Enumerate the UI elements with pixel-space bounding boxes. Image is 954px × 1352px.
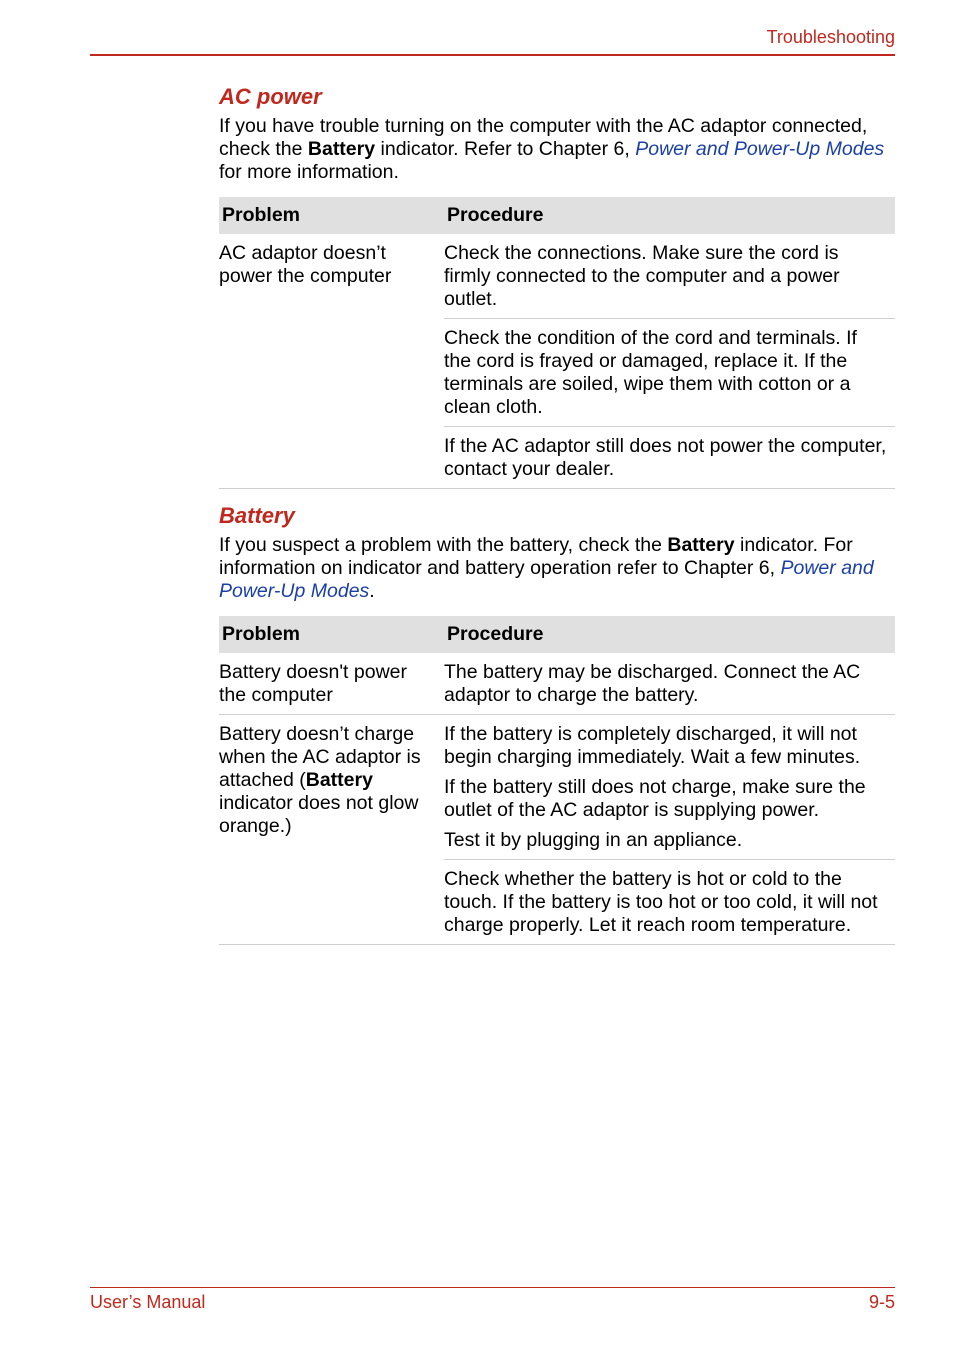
column-header-procedure: Procedure: [444, 616, 895, 653]
table-row: [219, 715, 895, 860]
procedure-cell: [444, 715, 895, 860]
footer-rule: [90, 1287, 895, 1288]
procedure-cell: Check the condition of the cord and terminals. If the cord is frayed or damaged, replace it. If the terminals are soiled, wipe them with cotton or a clean cloth.: [444, 319, 895, 427]
intro-bold-term: Battery: [307, 138, 376, 160]
intro-text: .: [369, 580, 375, 602]
table-row: [219, 653, 895, 715]
battery-table: [219, 616, 895, 945]
chapter-link[interactable]: Power and Power-Up Modes: [635, 138, 885, 160]
intro-text: indicator. For information on indicator and battery operation refer to Chapter 6,: [219, 534, 853, 579]
procedure-cell: The battery may be discharged. Connect the AC adaptor to charge the battery.: [444, 653, 895, 715]
procedure-cell: Check whether the battery is hot or cold to the touch. If the battery is too hot or too cold, it will not charge properly. Let it reach room temperature.: [444, 860, 895, 945]
table-header-row: [219, 197, 895, 234]
table-header-row: [219, 616, 895, 653]
column-header-problem: Problem: [219, 616, 444, 653]
intro-bold-term: Battery: [667, 534, 735, 556]
page-content: [219, 82, 895, 957]
intro-text: If you have trouble turning on the computer with the AC adaptor connected, check the: [219, 115, 868, 160]
header-rule: [90, 54, 895, 56]
intro-text: indicator. Refer to Chapter 6,: [375, 138, 636, 160]
chapter-link[interactable]: Power and Power-Up Modes: [219, 557, 874, 602]
ac-power-table: [219, 197, 895, 489]
table-row: [219, 234, 895, 319]
section-heading-ac-power: AC power: [219, 84, 322, 109]
problem-cell: Battery doesn't power the computer: [219, 653, 444, 715]
procedure-cell: Check the connections. Make sure the cord is firmly connected to the computer and a power outlet.: [444, 234, 895, 319]
procedure-cell: If the AC adaptor still does not power the computer, contact your dealer.: [444, 427, 895, 489]
section-heading-battery: Battery: [219, 503, 295, 528]
procedure-paragraph: If the battery still does not charge, make sure the outlet of the AC adaptor is supplying power.: [444, 776, 866, 821]
procedure-paragraph: If the battery is completely discharged, it will not begin charging immediately. Wait a few minutes.: [444, 723, 861, 768]
battery-intro: [219, 534, 895, 603]
intro-text: for more information.: [219, 161, 399, 183]
problem-text: indicator does not glow orange.): [219, 792, 419, 837]
column-header-procedure: Procedure: [444, 197, 895, 234]
footer-manual-title: User’s Manual: [90, 1292, 206, 1312]
problem-cell: AC adaptor doesn’t power the computer: [219, 234, 444, 489]
page-number: 9-5: [868, 1292, 895, 1312]
running-header: Troubleshooting: [766, 27, 895, 47]
intro-text: If you suspect a problem with the battery, check the: [219, 534, 668, 556]
problem-text: Battery doesn’t charge when the AC adaptor is attached (: [219, 723, 421, 791]
procedure-paragraph: Test it by plugging in an appliance.: [444, 829, 743, 851]
column-header-problem: Problem: [219, 197, 444, 234]
problem-cell: [219, 715, 444, 945]
problem-bold-term: Battery: [305, 769, 373, 791]
ac-power-intro: [219, 115, 895, 184]
